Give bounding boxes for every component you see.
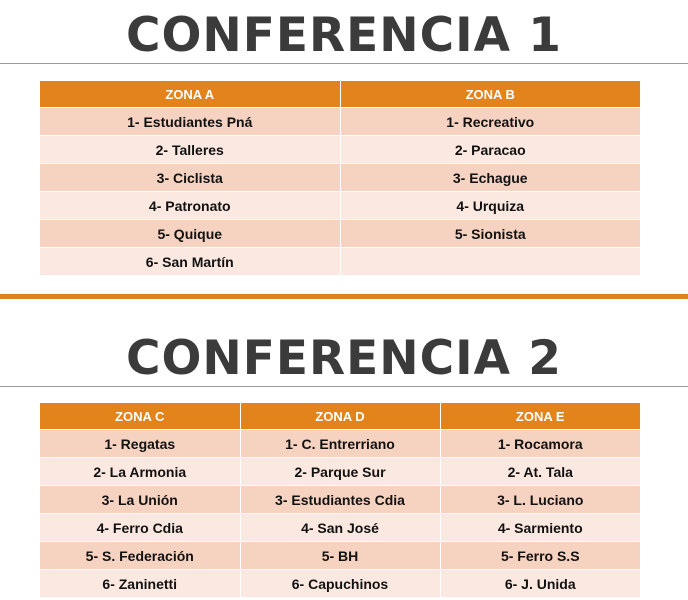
table-row xyxy=(40,220,640,248)
title-underline xyxy=(0,63,688,64)
zone-header-row xyxy=(40,81,640,108)
table-row xyxy=(40,108,640,136)
team-cell: 6- Zaninetti xyxy=(40,570,240,598)
team-cell: 1- C. Entrerriano xyxy=(240,430,440,458)
table-row xyxy=(40,136,640,164)
team-cell: 5- S. Federación xyxy=(40,542,240,570)
zone-header: ZONA C xyxy=(40,403,240,430)
team-cell: 4- Ferro Cdia xyxy=(40,514,240,542)
zone-header: ZONA B xyxy=(340,81,640,108)
team-cell: 5- Quique xyxy=(40,220,340,248)
table-row xyxy=(40,570,640,598)
team-cell: 4- Sarmiento xyxy=(440,514,640,542)
team-cell: 1- Regatas xyxy=(40,430,240,458)
team-cell xyxy=(340,248,640,276)
table-row xyxy=(40,430,640,458)
team-cell: 3- Ciclista xyxy=(40,164,340,192)
team-cell: 1- Rocamora xyxy=(440,430,640,458)
table-row xyxy=(40,514,640,542)
team-cell: 3- Estudiantes Cdia xyxy=(240,486,440,514)
team-cell: 4- Urquiza xyxy=(340,192,640,220)
conference-2-title: CONFERENCIA 2 xyxy=(125,331,563,386)
section-divider xyxy=(0,294,688,299)
team-cell: 6- San Martín xyxy=(40,248,340,276)
team-cell: 5- Ferro S.S xyxy=(440,542,640,570)
zone-header: ZONA E xyxy=(440,403,640,430)
conference-1-title: CONFERENCIA 1 xyxy=(125,8,563,63)
team-cell: 1- Recreativo xyxy=(340,108,640,136)
team-cell: 3- L. Luciano xyxy=(440,486,640,514)
table-row xyxy=(40,486,640,514)
table-row xyxy=(40,458,640,486)
table-row xyxy=(40,164,640,192)
team-cell: 2- Parque Sur xyxy=(240,458,440,486)
team-cell: 6- Capuchinos xyxy=(240,570,440,598)
team-cell: 2- Talleres xyxy=(40,136,340,164)
table-row xyxy=(40,542,640,570)
team-cell: 5- BH xyxy=(240,542,440,570)
zone-header: ZONA A xyxy=(40,81,340,108)
zone-header-row xyxy=(40,403,640,430)
conference-1-table xyxy=(40,81,640,275)
table-row xyxy=(40,192,640,220)
team-cell: 2- Paracao xyxy=(340,136,640,164)
team-cell: 2- At. Tala xyxy=(440,458,640,486)
team-cell: 4- Patronato xyxy=(40,192,340,220)
team-cell: 3- La Unión xyxy=(40,486,240,514)
team-cell: 1- Estudiantes Pná xyxy=(40,108,340,136)
table-row xyxy=(40,248,640,276)
team-cell: 5- Sionista xyxy=(340,220,640,248)
team-cell: 4- San José xyxy=(240,514,440,542)
title-underline xyxy=(0,386,688,387)
team-cell: 3- Echague xyxy=(340,164,640,192)
team-cell: 6- J. Unida xyxy=(440,570,640,598)
conference-2-table xyxy=(40,403,640,597)
zone-header: ZONA D xyxy=(240,403,440,430)
team-cell: 2- La Armonia xyxy=(40,458,240,486)
